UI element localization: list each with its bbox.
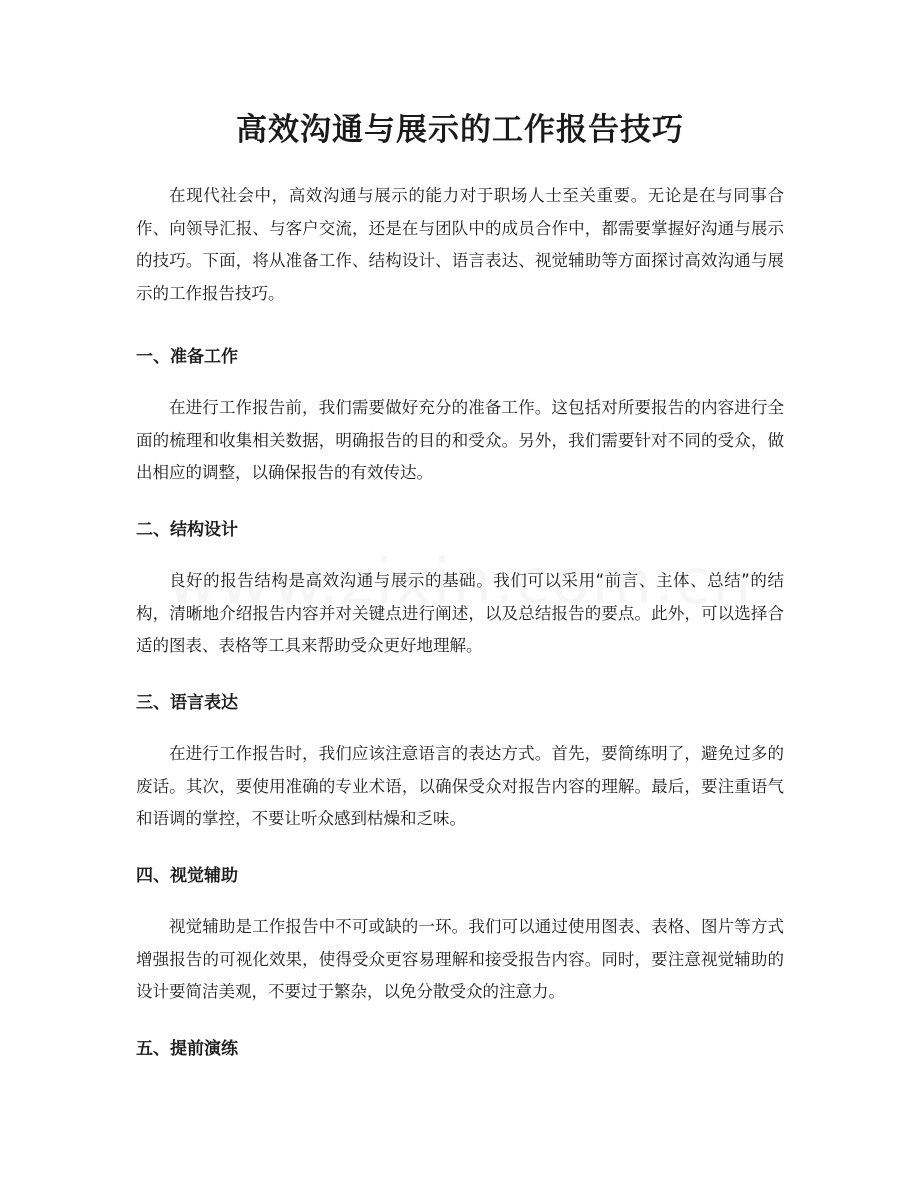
intro-paragraph: 在现代社会中，高效沟通与展示的能力对于职场人士至关重要。无论是在与同事合作、向领导汇报、与客户交流，还是在与团队中的成员合作中，都需要掌握好沟通与展示的技巧。下面，将从准备工作、结构设计、语言表达、视觉辅助等方面探讨高效沟通与展示的工作报告技巧。 bbox=[136, 186, 784, 303]
section-body-preparation: 在进行工作报告前，我们需要做好充分的准备工作。这包括对所要报告的内容进行全面的梳理和收集相关数据，明确报告的目的和受众。另外，我们需要针对不同的受众，做出相应的调整，以确保报告的有效传达。 bbox=[136, 398, 784, 482]
section-body-visual: 视觉辅助是工作报告中不可或缺的一环。我们可以通过使用图表、表格、图片等方式增强报告的可视化效果，使得受众更容易理解和接受报告内容。同时，要注意视觉辅助的设计要简洁美观，不要过于繁杂，以免分散受众的注意力。 bbox=[136, 917, 784, 1001]
section-heading-visual: 四、视觉辅助 bbox=[136, 866, 238, 886]
section-heading-language: 三、语言表达 bbox=[136, 693, 238, 713]
section-body-language: 在进行工作报告时，我们应该注意语言的表达方式。首先，要简练明了，避免过多的废话。其次，要使用准确的专业术语，以确保受众对报告内容的理解。最后，要注重语气和语调的掌控，不要让听众感到枯燥和乏味。 bbox=[136, 744, 784, 828]
section-heading-rehearsal: 五、提前演练 bbox=[136, 1039, 238, 1059]
section-heading-structure: 二、结构设计 bbox=[136, 520, 238, 540]
section-heading-preparation: 一、准备工作 bbox=[136, 347, 238, 367]
document-title: 高效沟通与展示的工作报告技巧 bbox=[236, 112, 684, 148]
section-body-structure: 良好的报告结构是高效沟通与展示的基础。我们可以采用“前言、主体、总结”的结构，清晰地介绍报告内容并对关键点进行阐述，以及总结报告的要点。此外，可以选择合适的图表、表格等工具来帮助受众更好地理解。 bbox=[136, 571, 784, 655]
